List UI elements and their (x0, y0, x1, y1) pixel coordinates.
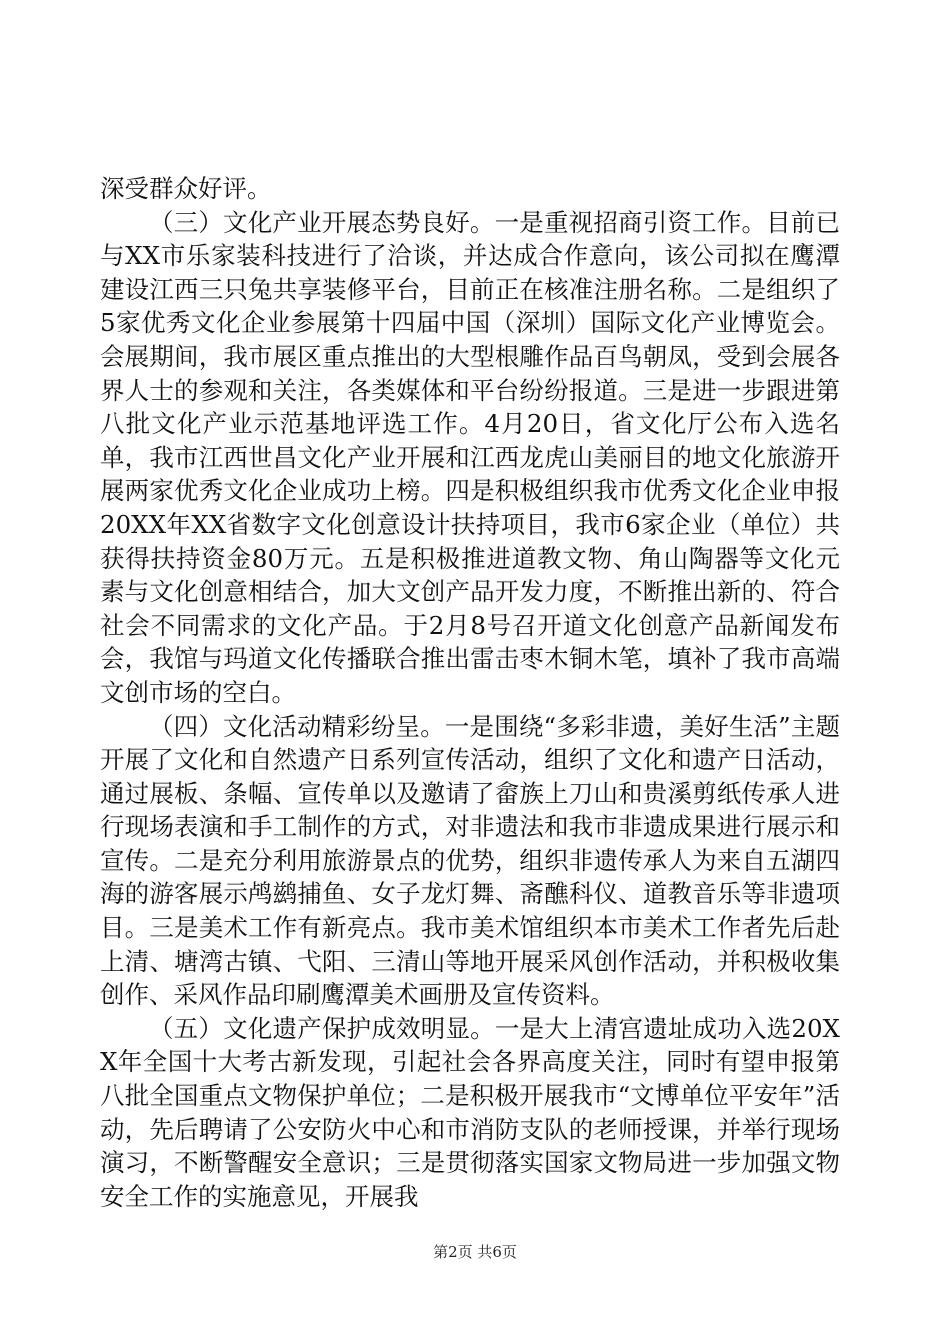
paragraph-cultural-industry: （三）文化产业开展态势良好。一是重视招商引资工作。目前已与XX市乐家装科技进行了洽谈，并达成合作意向，该公司拟在鹰潭建设江西三只兔共享装修平台，目前正在核准注册名称。二是组织了5家优秀文化企业参展第十四届中国（深圳）国际文化产业博览会。会展期间，我市展区重点推出的大型根雕作品百鸟朝凤，受到会展各界人士的参观和关注，各类媒体和平台纷纷报道。三是进一步跟进第八批文化产业示范基地评选工作。4月20日，省文化厅公布入选名单，我市江西世昌文化产业开展和江西龙虎山美丽目的地文化旅游开展两家优秀文化企业成功上榜。四是积极组织我市优秀文化企业申报20XX年XX省数字文化创意设计扶持项目，我市6家企业（单位）共获得扶持资金80万元。五是积极推进道教文物、角山陶器等文化元素与文化创意相结合，加大文创产品开发力度，不断推出新的、符合社会不同需求的文化产品。于2月8号召开道文化创意产品新闻发布会，我馆与玛道文化传播联合推出雷击枣木铜木笔，填补了我市高端文创市场的空白。 (100, 207, 840, 707)
paragraph-heritage-protection: （五）文化遗产保护成效明显。一是大上清宫遗址成功入选20XX年全国十大考古新发现，引起社会各界高度关注，同时有望申报第八批全国重点文物保护单位；二是积极开展我市“文博单位平安年”活动，先后聘请了公安防火中心和市消防支队的老师授课，并举行现场演习，不断警醒安全意识；三是贯彻落实国家文物局进一步加强文物安全工作的实施意见，开展我 (100, 1013, 840, 1211)
page-number-footer: 第2页 共6页 (433, 1243, 517, 1261)
paragraph-cultural-activities: （四）文化活动精彩纷呈。一是围绕“多彩非遗，美好生活”主题开展了文化和自然遗产日系列宣传活动，组织了文化和遗产日活动，通过展板、条幅、宣传单以及邀请了畲族上刀山和贵溪剪纸传承人进行现场表演和手工制作的方式，对非遗法和我市非遗成果进行展示和宣传。二是充分利用旅游景点的优势，组织非遗传承人为来自五湖四海的游客展示鸬鹚捕鱼、女子龙灯舞、斋醮科仪、道教音乐等非遗项目。三是美术工作有新亮点。我市美术馆组织本市美术工作者先后赴上清、塘湾古镇、弋阳、三清山等地开展采风创作活动，并积极收集创作、采风作品印刷鹰潭美术画册及宣传资料。 (100, 711, 840, 1010)
paragraph-continuation: 深受群众好评。 (100, 174, 272, 203)
document-body (100, 172, 840, 1213)
